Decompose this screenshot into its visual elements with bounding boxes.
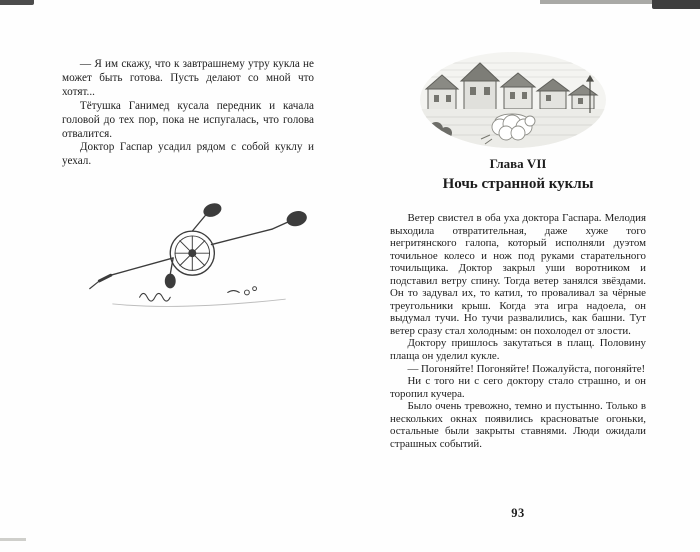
page-number: 93 [511, 506, 525, 520]
paragraph: Тётушка Ганимед кусала передник и качала головой до тех пор, пока не испугалась, что голова отвалится. [62, 99, 314, 140]
chapter-vignette-illustration [418, 50, 608, 150]
right-page-text [390, 212, 646, 450]
scan-artifact-top-right [652, 0, 700, 9]
night-town-doll-vignette-icon [418, 50, 608, 150]
paragraph: Было очень тревожно, темно и пустынно. Только в нескольких окнах появились красноватые огоньки, остальные были закрыты ставнями. Люди ожидали страшных событий. [390, 400, 646, 450]
paragraph: Ни с того ни с сего доктору стало страшно, и он торопил кучера. [390, 375, 646, 400]
chapter-label: Глава VII [489, 156, 547, 171]
paragraph: Доктору пришлось закутаться в плащ. Половину плаща он уделил кукле. [390, 337, 646, 363]
left-page-text [62, 58, 314, 169]
paragraph: Доктор Гаспар усадил рядом с собой куклу и уехал. [62, 141, 314, 168]
paragraph: Ветер свистел в оба уха доктора Гаспара. Мелодия выходила отвратительная, даже хуже того негритянского галопа, который исполняли дуэтом точильное колесо и нож под руками старательного точильщика. Доктор закрыл уши воротником и подставил ветру спину. Тогда ветер занялся звёздами. Он то задувал их, то катил, то проваливал за чёрные треугольники крыш. Когда эта игра надоела, он выдумал тучи. Но тучи развалились, как башни. Тут ветер сразу стал холодным: он похолодел от злости. [390, 212, 646, 337]
chapter-title: Ночь странной куклы [442, 176, 594, 192]
scan-artifact-top-left [0, 0, 34, 5]
scan-artifact-bottom-left [0, 538, 26, 541]
hand-drill-sketch-icon [84, 200, 314, 314]
hand-drill-illustration [84, 200, 314, 314]
paragraph: — Я им скажу, что к завтрашнему утру кукла не может быть готова. Пусть делают со мной что хотят... [62, 58, 314, 98]
paragraph: — Погоняйте! Погоняйте! Пожалуйста, погоняйте! [407, 362, 646, 375]
